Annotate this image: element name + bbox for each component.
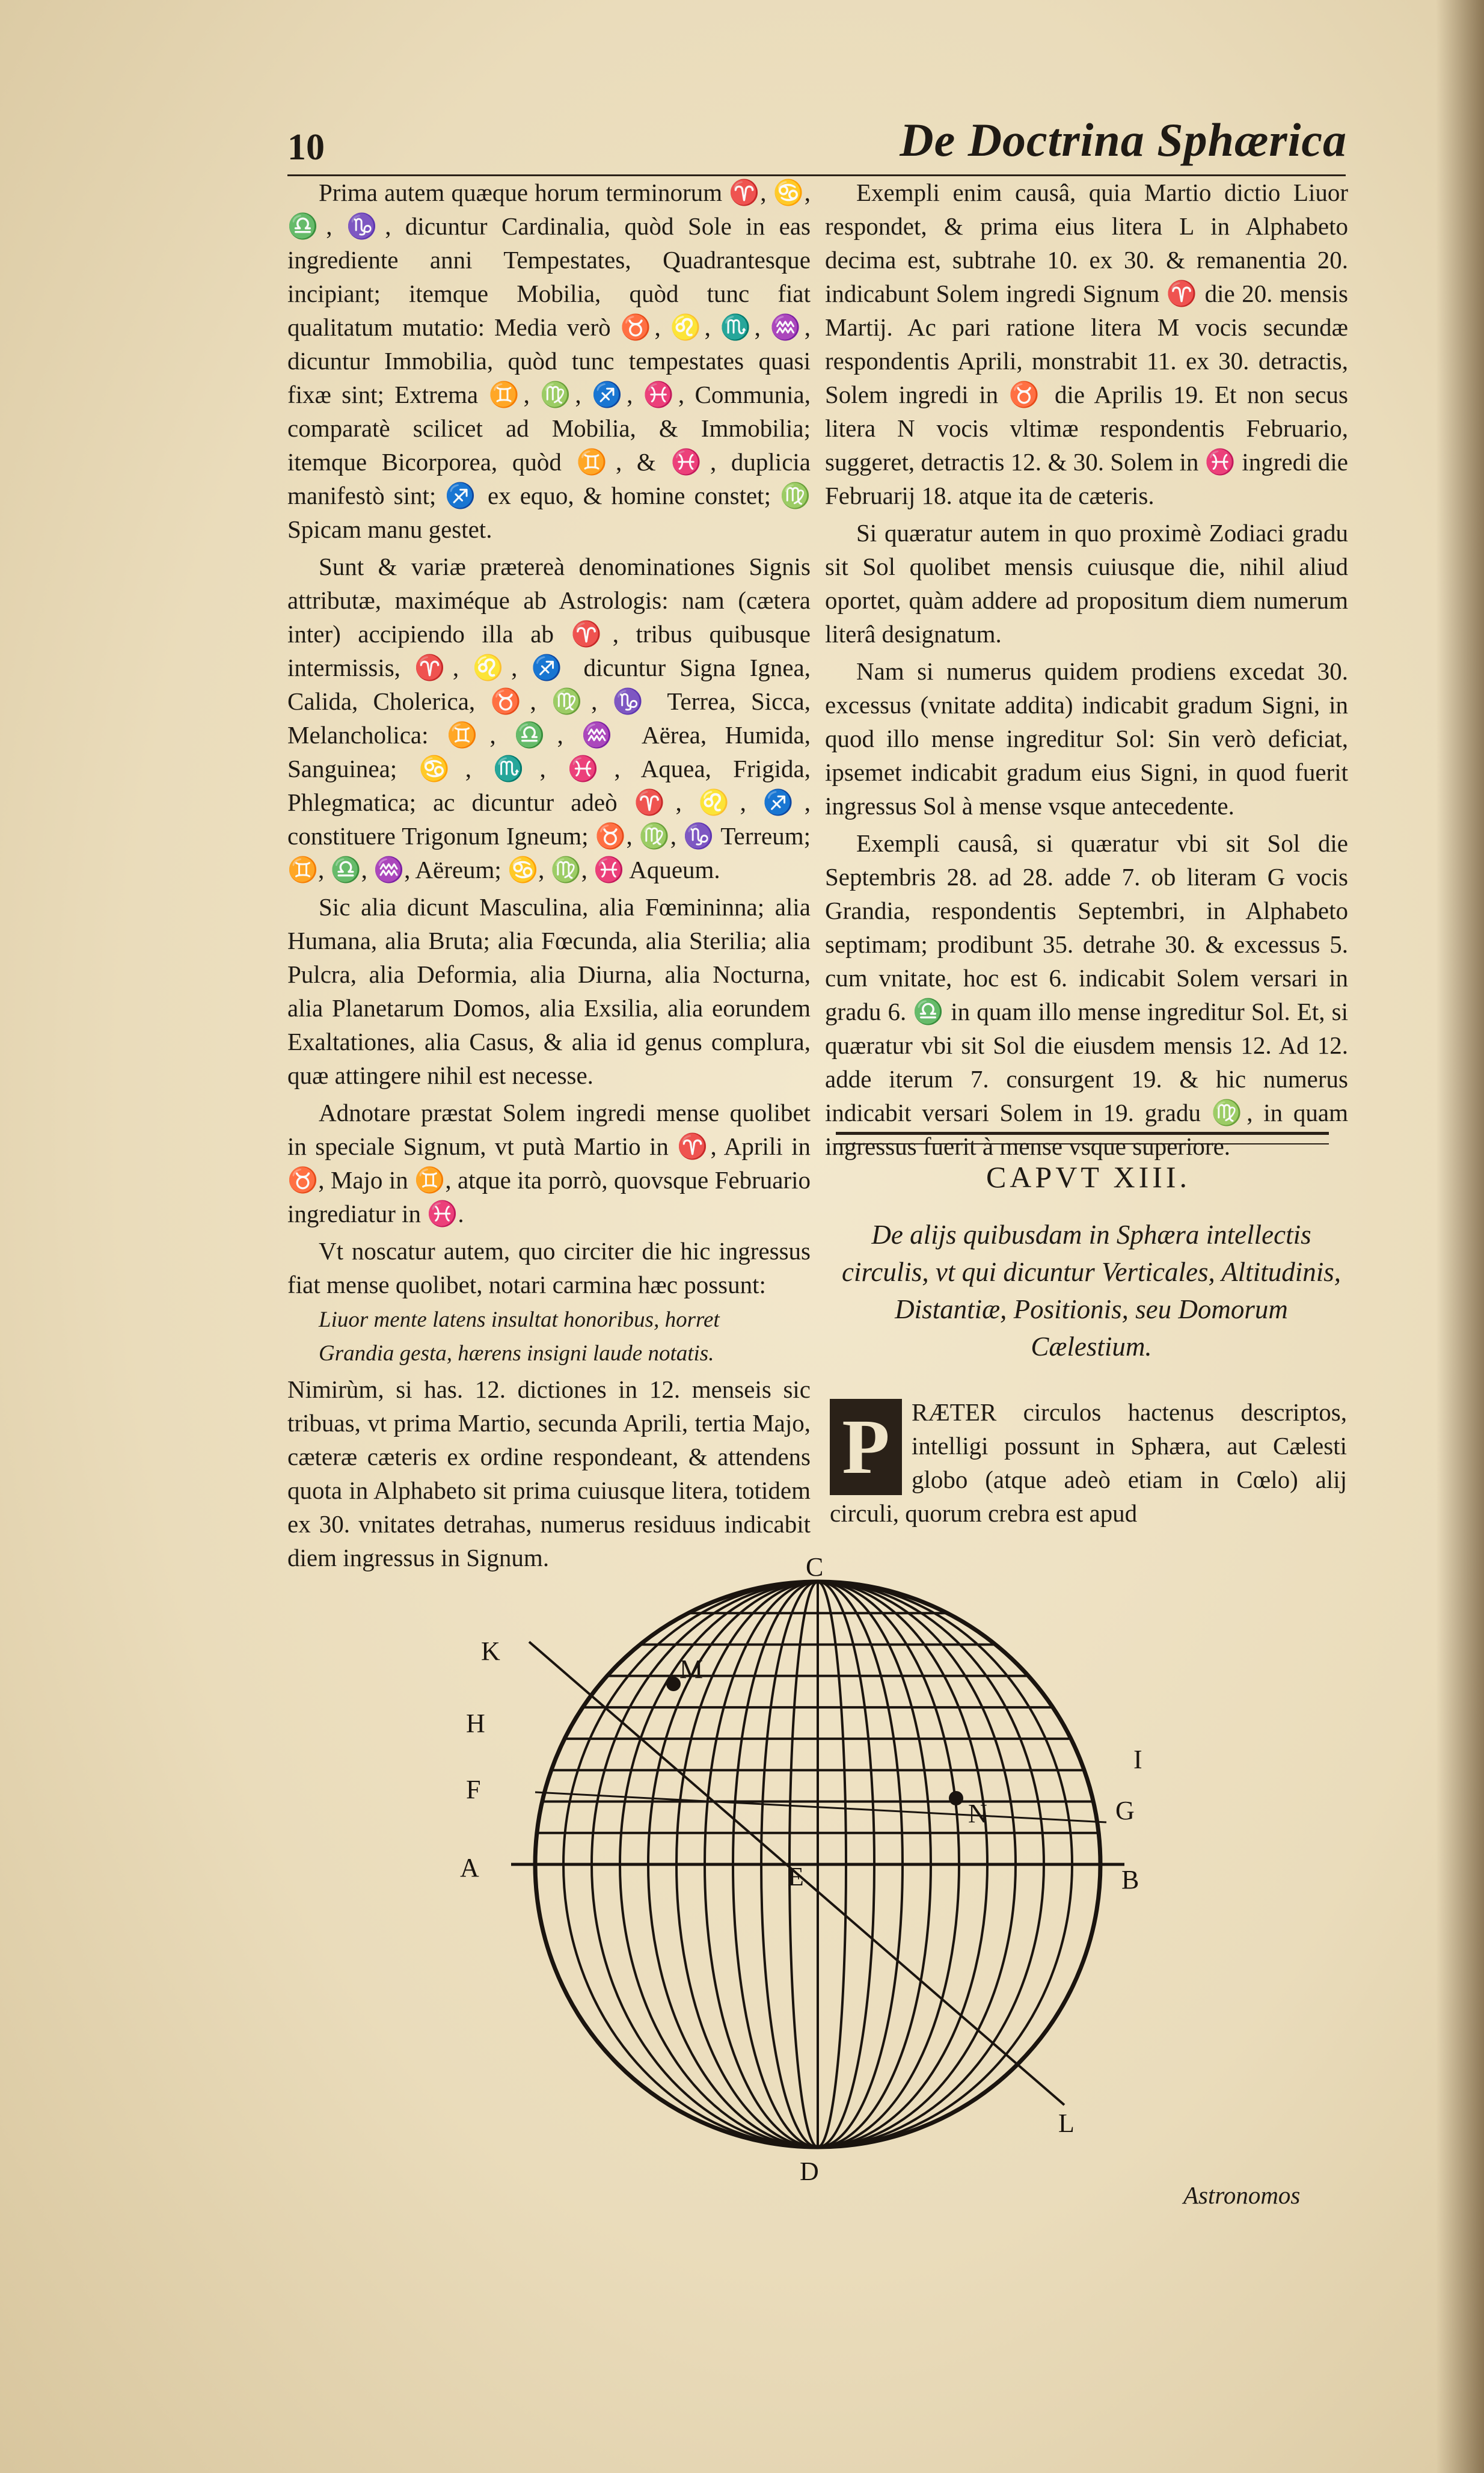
- chapter-subtitle: De alijs quibusdam in Sphæra intellectis circulis, vt qui dicuntur Verticales, Altitudinis, Distantiæ, Positionis, seu Domorum Cælestium.: [842, 1220, 1341, 1362]
- globe-grid: [511, 1582, 1124, 2147]
- paragraph: Exempli causâ, si quæratur vbi sit Sol die Septembris 28. ad 28. adde 7. ob literam G vocis Grandia, respondentis Septembri, in Alphabeto septimam; prodibunt 35. detrahe 30. & excessus 5. cum vnitate, hoc est 6. indicabit Solem versari in gradu 6. ♎ in quam illo mense ingreditur Sol. Et, si quæratur vbi sit Sol die eiusdem mensis 12. Ad 12. adde iterum 7. consurgent 19. & hic numerus indicabit versari Solem in 19. gradu ♍, in quam ingressus fuerit à mense vsque superiore.: [825, 829, 1348, 1160]
- catchword: Astronomos: [1183, 2181, 1301, 2209]
- left-column: [287, 176, 811, 1578]
- paragraph: Vt noscatur autem, quo circiter die hic ingressus fiat mense quolibet, notari carmina hæc possunt:: [287, 1237, 811, 1298]
- figure-label: I: [1133, 1745, 1142, 1774]
- figure-label: L: [1058, 2109, 1075, 2138]
- chapter-heading: CAPVT XIII.: [986, 1160, 1191, 1194]
- paragraph: Exempli enim causâ, quia Martio dictio Liuor respondet, & prima eius litera L in Alphabeto decima est, subtrahe 10. ex 30. & remanentia 20. indicabunt Solem ingredi Signum ♈ die 20. mensis Martij. Ac pari ratione litera M vocis secundæ respondentis Aprili, monstrabit 11. ex 30. detractis, Solem ingredi in ♉ die Aprilis 19. Et non secus litera N vocis vltimæ respondentis Februario, suggeret, detractis 12. & 30. Solem in ♓ ingredi die Februarij 18. atque ita de cæteris.: [825, 179, 1348, 509]
- paragraph: Nimirùm, si has. 12. dictiones in 12. menseis sic tribuas, vt prima Martio, secunda Aprili, tertia Majo, cæteræ cæteris ex ordine respondeant, & attendens quota in Alphabeto sit prima cuiusque litera, totidem ex 30. vnitates detrahas, numerus residuus indicabit diem ingressus in Signum.: [287, 1375, 811, 1571]
- chapter-intro: [830, 1395, 1347, 1530]
- verse-line: Liuor mente latens insultat honoribus, horret: [319, 1307, 720, 1332]
- verse-line: Grandia gesta, hærens insigni laude notatis.: [319, 1341, 714, 1366]
- paragraph: Si quæratur autem in quo proximè Zodiaci gradu sit Sol quolibet mensis cuiusque die, nihil aliud oportet, quàm addere ad propositum diem numerum literâ designatum.: [825, 519, 1348, 648]
- figure-label: K: [481, 1636, 500, 1666]
- page-number: 10: [287, 127, 325, 168]
- right-column: [825, 176, 1348, 1167]
- paragraph: Sunt & variæ prætereà denominationes Signis attributæ, maximéque ab Astrologis: nam (cætera inter) accipiendo illa ab ♈, tribus quibusque intermissis, ♈, ♌, ♐ dicuntur Signa Ignea, Calida, Cholerica, ♉, ♍, ♑ Terrea, Sicca, Melancholica: ♊, ♎, ♒ Aërea, Humida, Sanguinea; ♋, ♏, ♓, Aquea, Frigida, Phlegmatica; ac dicuntur adeò ♈, ♌, ♐, constituere Trigonum Igneum; ♉, ♍, ♑ Terreum; ♊, ♎, ♒, Aëreum; ♋, ♍, ♓ Aqueum.: [287, 553, 811, 883]
- armillary-figure: [445, 1540, 1215, 2189]
- figure-label: N: [968, 1799, 987, 1828]
- section-divider: [836, 1132, 1329, 1144]
- figure-label: D: [800, 2157, 819, 2186]
- running-title: De Doctrina Sphærica: [900, 114, 1347, 166]
- figure-label: F: [466, 1775, 481, 1804]
- intro-text: RÆTER circulos hactenus descriptos, intelligi possunt in Sphæra, aut Cælesti globo (atque adeò etiam in Cœlo) alij circuli, quorum crebra est apud: [830, 1398, 1347, 1527]
- paragraph: Sic alia dicunt Masculina, alia Fœmininna; alia Humana, alia Bruta; alia Fœcunda, alia Sterilia; alia Pulcra, alia Deformia, alia Diurna, alia Nocturna, alia Planetarum Domos, alia Exsilia, alia eorundem Exaltationes, alia Casus, & alia id genus complura, quæ attingere nihil est necesse.: [287, 893, 811, 1089]
- paragraph: Nam si numerus quidem prodiens excedat 30. excessus (vnitate addita) indicabit gradum Signi, in quod illo mense ingreditur Sol: Sin verò deficiat, ipsemet indicabit gradum eius Signi, in quod fuerit ingressus Sol à mense vsque antecedente.: [825, 657, 1348, 820]
- figure-label: G: [1115, 1796, 1135, 1825]
- paragraph: Prima autem quæque horum terminorum ♈, ♋, ♎, ♑, dicuntur Cardinalia, quòd Sole in eas ingrediente anni Tempestates, Quadrantesque incipiant; itemque Mobilia, quòd tunc fiat qualitatum mutatio: Media verò ♉, ♌, ♏, ♒, dicuntur Immobilia, quòd tunc tempestates quasi fixæ sint; Extrema ♊, ♍, ♐, ♓, Communia, comparatè scilicet ad Mobilia, & Immobilia; itemque Bicorporea, quòd ♊, & ♓, duplicia manifestò sint; ♐ ex equo, & homine constet; ♍ Spicam manu gestet.: [287, 179, 811, 543]
- drop-cap: P: [830, 1399, 902, 1495]
- figure-label: B: [1121, 1865, 1139, 1894]
- figure-label: M: [679, 1654, 704, 1684]
- paragraph: Adnotare præstat Solem ingredi mense quolibet in speciale Signum, vt putà Martio in ♈, Aprili in ♉, Majo in ♊, atque ita porrò, quovsque Februario ingrediatur in ♓.: [287, 1099, 811, 1227]
- star-marker: [666, 1677, 681, 1691]
- figure-label: E: [788, 1862, 804, 1891]
- figure-label: H: [466, 1709, 485, 1738]
- star-marker: [949, 1791, 963, 1805]
- oblique-line: [535, 1792, 1106, 1822]
- page-edge-shadow: [1436, 0, 1484, 2473]
- figure-label: C: [806, 1552, 824, 1582]
- figure-label: A: [460, 1853, 479, 1882]
